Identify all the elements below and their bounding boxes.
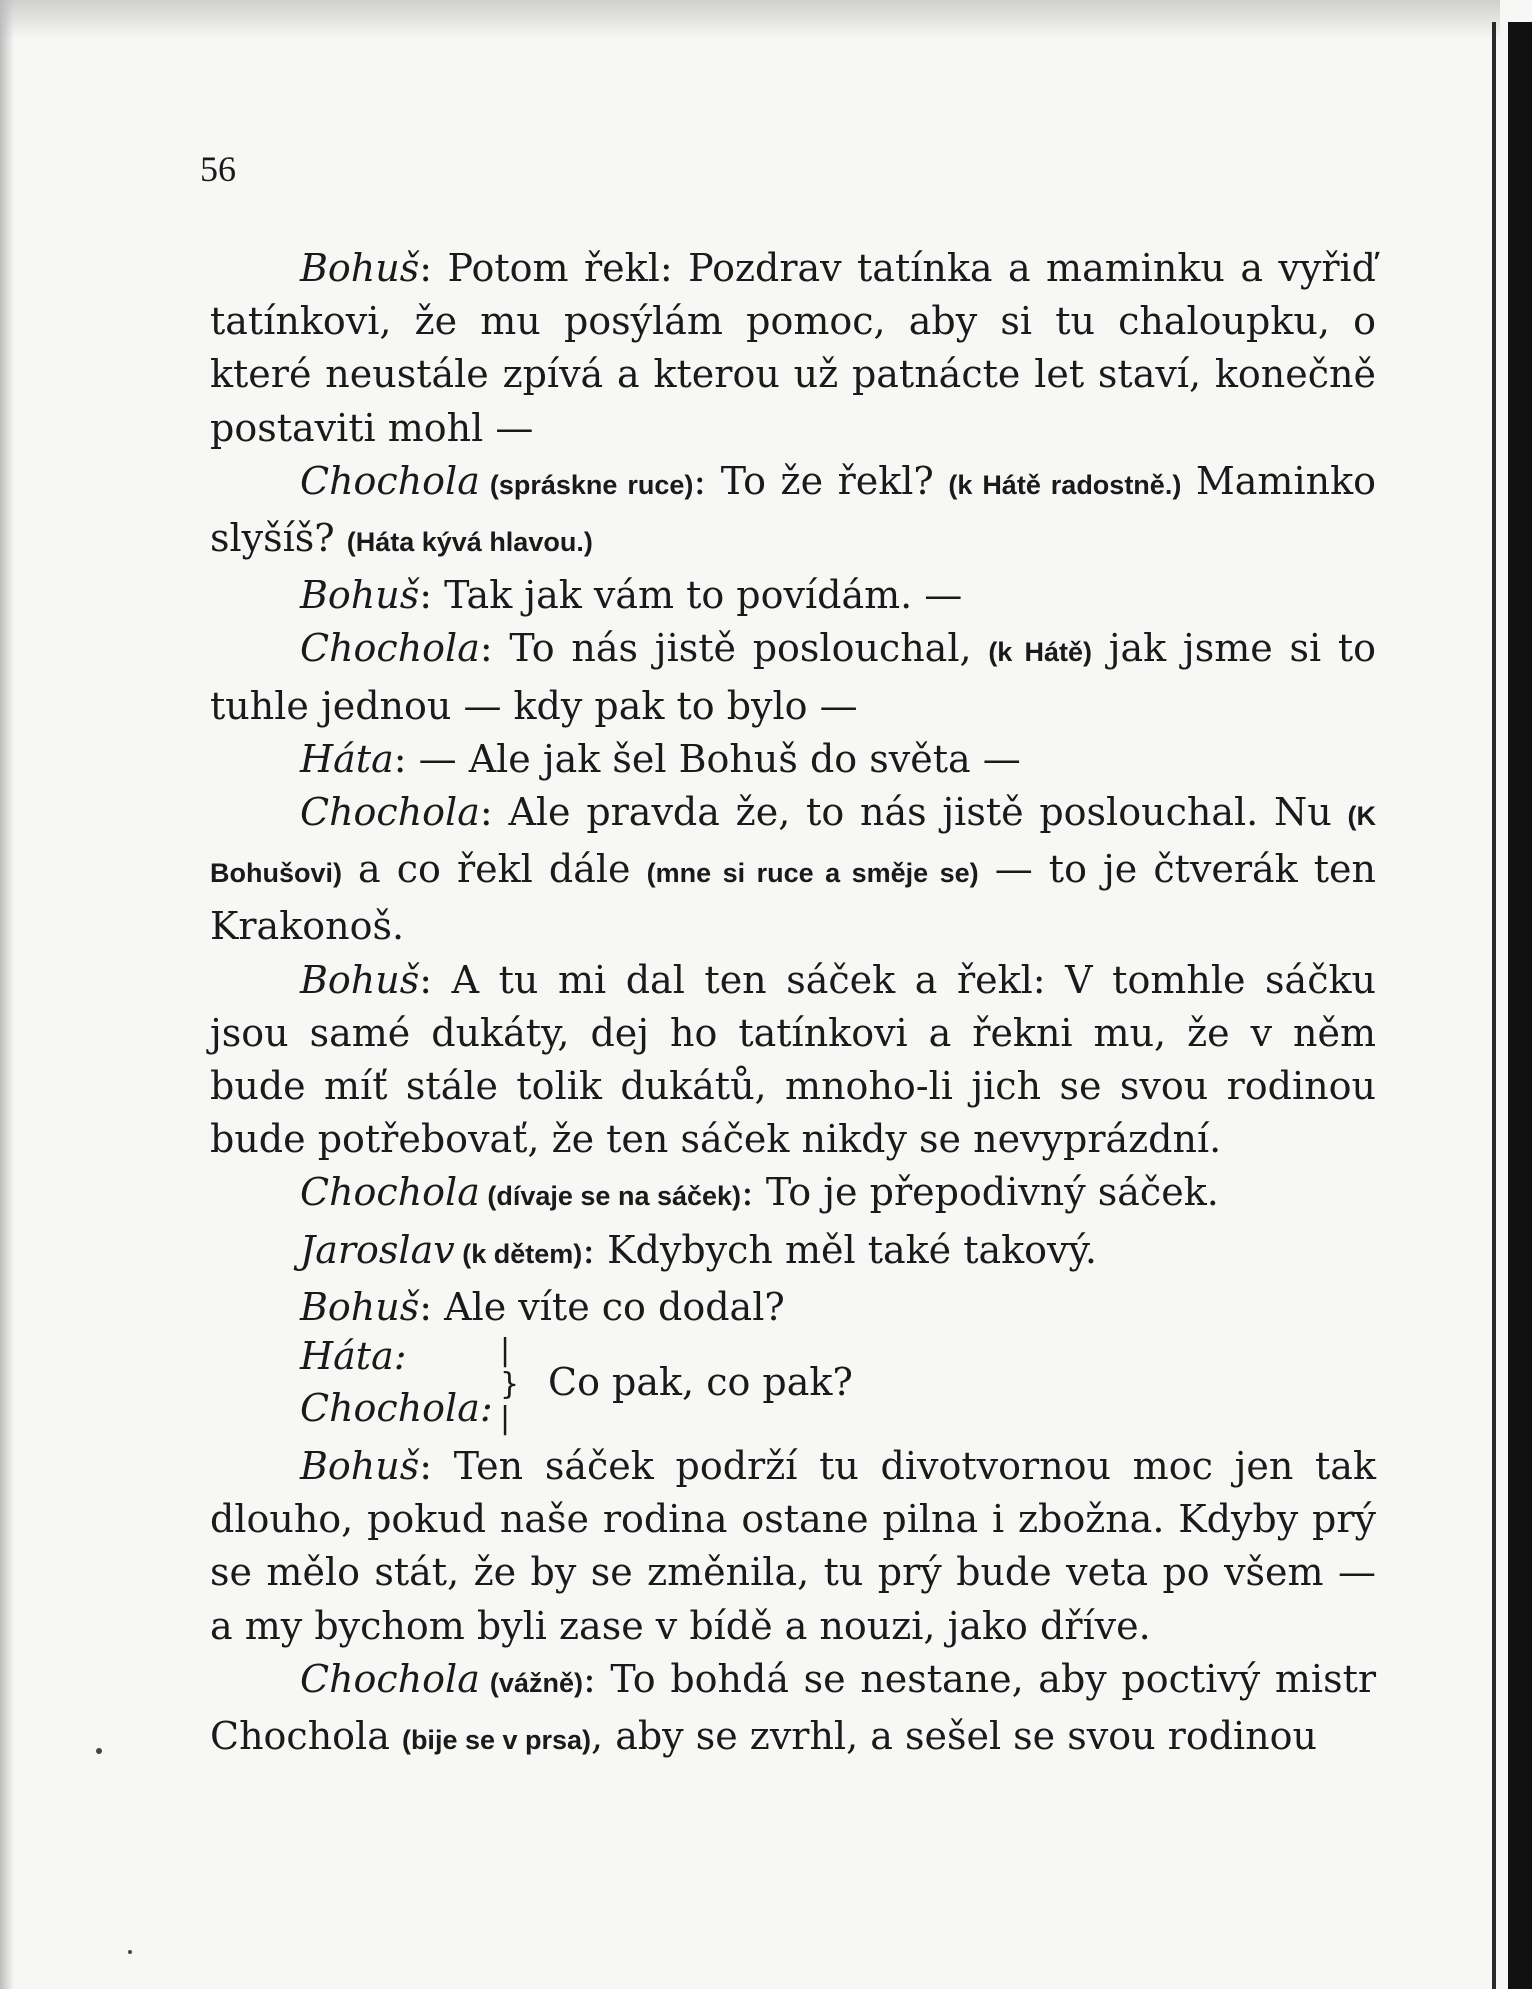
stage-direction: (bije se v prsa) bbox=[401, 1725, 592, 1756]
dialogue-paragraph bbox=[210, 1440, 1376, 1653]
spoken-text: jak jsme si to tuhle jednou — kdy pak to bylo — bbox=[210, 626, 1377, 728]
speaker-name: Chochola bbox=[300, 626, 480, 671]
dialogue-paragraph bbox=[210, 242, 1376, 455]
dialogue-paragraph bbox=[210, 786, 1376, 954]
duet-lines bbox=[300, 1334, 1376, 1440]
spoken-text: : Ten sáček podrží tu divotvornou moc jen tak dlouho, pokud naše rodina ostane pilna i zbožna. Kdyby prý se mělo stát, že by se změnila, tu prý bude veta po všem — a my bychom byli zase v bídě a nouzi, jako dříve. bbox=[210, 1444, 1376, 1648]
stage-direction: (vážně) bbox=[479, 1667, 583, 1698]
page-top-shadow bbox=[0, 0, 1500, 40]
speaker-name: Chochola bbox=[300, 1170, 480, 1215]
stage-direction: (spráskne ruce) bbox=[479, 469, 694, 500]
dialogue-paragraph bbox=[210, 622, 1376, 732]
dialogue-block-1 bbox=[210, 242, 1376, 1334]
spoken-text: : — Ale jak šel Bohuš do světa — bbox=[393, 736, 1021, 781]
dialogue-paragraph bbox=[210, 1166, 1376, 1223]
speaker-name: Bohuš bbox=[300, 573, 420, 618]
dialogue-paragraph bbox=[210, 733, 1376, 786]
spoken-text: : To že řekl? bbox=[693, 458, 949, 503]
spoken-text: a co řekl dále bbox=[342, 847, 647, 892]
speaker-name: Bohuš bbox=[300, 246, 420, 290]
page-number: 56 bbox=[200, 149, 236, 189]
spoken-text: : To nás jistě poslouchal, bbox=[479, 626, 989, 671]
stage-direction: (Háta kývá hlavou.) bbox=[346, 527, 593, 558]
speaker-name: Bohuš bbox=[300, 1284, 420, 1329]
duet-line: Co pak, co pak? bbox=[548, 1360, 853, 1405]
scan-border-outer bbox=[1532, 0, 1540, 1989]
binding-line bbox=[1492, 22, 1496, 1989]
spoken-text: : Ale víte co dodal? bbox=[419, 1284, 785, 1329]
spoken-text: : To je přepodivný sáček. bbox=[741, 1170, 1219, 1215]
spoken-text: : Tak jak vám to povídám. — bbox=[419, 573, 963, 618]
speaker-name: Háta bbox=[300, 736, 394, 781]
speaker-name: Bohuš bbox=[300, 957, 420, 1002]
dialogue-text bbox=[210, 242, 1376, 1767]
duet-speaker-2: Chochola: bbox=[300, 1386, 493, 1431]
scan-border-right bbox=[1508, 22, 1532, 1989]
speck bbox=[96, 1748, 102, 1754]
stage-direction: (k dětem) bbox=[454, 1238, 583, 1269]
dialogue-paragraph bbox=[210, 455, 1376, 569]
speaker-name: Bohuš bbox=[300, 1444, 420, 1489]
dialogue-paragraph bbox=[210, 1224, 1376, 1281]
dialogue-block-2 bbox=[210, 1440, 1376, 1767]
stage-direction: (dívaje se na sáček) bbox=[479, 1181, 742, 1212]
spoken-text: : Ale pravda že, to nás jistě poslouchal. Nu bbox=[479, 790, 1348, 835]
stage-direction: (mne si ruce a směje se) bbox=[646, 858, 979, 889]
stage-direction: (k Hátě) bbox=[988, 637, 1092, 668]
speaker-name: Chochola bbox=[300, 790, 480, 835]
spoken-text: : Kdybych měl také takový. bbox=[582, 1227, 1098, 1272]
stage-direction: (K Bohušovi) bbox=[210, 801, 1376, 889]
spoken-text: , aby se zvrhl, a sešel se svou rodinou bbox=[591, 1714, 1317, 1759]
speaker-name: Jaroslav bbox=[300, 1227, 455, 1272]
dialogue-paragraph bbox=[210, 1653, 1376, 1767]
speck bbox=[128, 1950, 132, 1954]
speaker-name: Chochola bbox=[300, 458, 480, 503]
page-left-shadow bbox=[0, 0, 14, 1989]
dialogue-paragraph bbox=[210, 569, 1376, 622]
spoken-text: : Potom řekl: Pozdrav tatínka a maminku a vyřiď tatínkovi, že mu posýlám pomoc, aby si tu chaloupku, o které neustále zpívá a kterou už patnácte let staví, konečně postaviti mohl — bbox=[210, 246, 1376, 450]
duet-speaker-1: Háta: bbox=[300, 1334, 407, 1379]
speaker-name: Chochola bbox=[300, 1656, 480, 1701]
spoken-text: — to je čtverák ten Krakonoš. bbox=[210, 847, 1376, 949]
stage-direction: (k Hátě radostně.) bbox=[948, 469, 1182, 500]
spoken-text: : A tu mi dal ten sáček a řekl: V tomhle sáčku jsou samé dukáty, dej ho tatínkovi a řekni mu, že v něm bude míť stále tolik dukátů, mnoho-li jich se svou rodinou bude potřebovať, že ten sáček nikdy se nevyprázdní. bbox=[210, 957, 1376, 1162]
dialogue-paragraph bbox=[210, 1281, 1376, 1334]
dialogue-paragraph bbox=[210, 954, 1376, 1167]
spoken-text: Maminko slyšíš? bbox=[210, 458, 1376, 561]
spoken-text: : To bohdá se nestane, aby poctivý mistr Chochola bbox=[210, 1656, 1377, 1759]
brace-icon: | } | bbox=[500, 1333, 520, 1437]
